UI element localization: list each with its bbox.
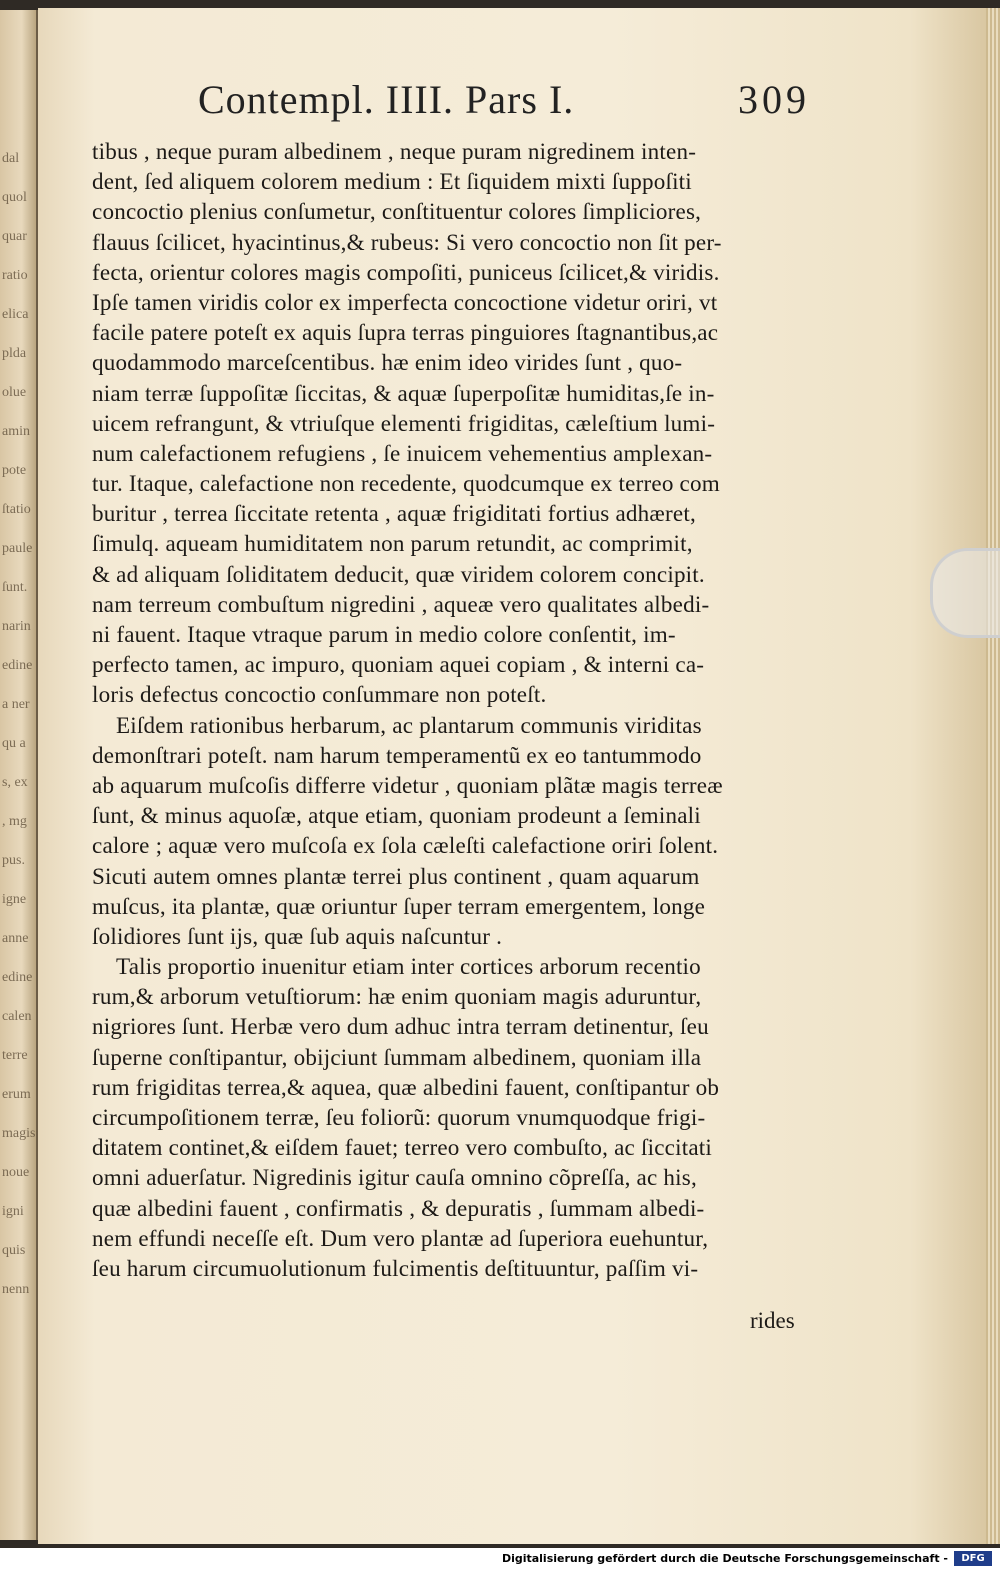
text-line: ſeu harum circumuolutionum fulcimentis deſtituuntur, paſſim vi- [92,1254,699,1281]
prev-page-fragment: amin [2,424,30,439]
running-header [158,72,818,128]
prev-page-fragment: erum [2,1087,31,1102]
text-line: Sicuti autem omnes plantæ terrei plus continent , quam aquarum [92,862,700,889]
previous-page-edge [0,10,38,1540]
text-line: circumpoſitionem terræ, ſeu foliorũ: quorum vnumquodque frigi- [92,1104,706,1130]
text-line: & ad aliquam ſoliditatem deducit, quæ viridem colorem concipit. [92,560,705,587]
text-line: ab aquarum muſcoſis differre videtur , quoniam plãtæ magis terreæ [92,771,723,798]
text-line: perfecto tamen, ac impuro, quoniam aquei copiam , & interni ca- [92,651,705,678]
text-line: nem effundi neceſſe eſt. Dum vero plantæ ad ſuperiora euehuntur, [92,1224,709,1251]
page-clip [930,548,1000,638]
page-number: 309 [738,77,810,122]
prev-page-fragment: s, ex [2,775,28,790]
page [38,8,986,1544]
prev-page-fragment: igni [2,1204,24,1219]
text-line: nam terreum combuſtum nigredini , aqueæ vero qualitates albedi- [92,590,710,617]
text-line: calore ; aquæ vero muſcoſa ex ſola cæleſti calefactione oriri ſolent. [92,832,719,859]
text-line: flauus ſcilicet, hyacintinus,& rubeus: Si vero concoctio non ſit per- [92,228,722,255]
prev-page-fragment: anne [2,931,29,946]
dfg-logo: DFG [954,1551,992,1566]
text-line: Eiſdem rationibus herbarum, ac plantarum communis viriditas [116,711,702,738]
prev-page-fragment: a ner [2,697,30,712]
prev-page-fragment: noue [2,1165,30,1180]
prev-page-fragment: plda [2,346,27,361]
prev-page-fragment: olue [2,385,27,400]
prev-page-fragment: edine [2,658,33,673]
text-line: quodammodo marceſcentibus. hæ enim ideo virides ſunt , quo- [92,349,683,376]
text-line: ſimulq. aqueam humiditatem non parum retundit, ac comprimit, [92,530,693,557]
page-edge [986,8,1000,1544]
text-line: ſuperne conſtipantur, obijciunt ſummam albedinem, quoniam illa [92,1043,702,1070]
prev-page-fragment: igne [2,892,27,907]
text-line: niam terræ ſuppoſitæ ſiccitas, & aquæ ſuperpoſitæ humiditas,ſe in- [92,379,715,406]
body-text [92,136,834,1283]
prev-page-fragment: calen [2,1009,32,1024]
text-line: demonſtrari poteſt. nam harum temperamentũ ex eo tantummodo [92,741,702,768]
prev-page-fragment: terre [2,1048,28,1063]
text-line: rum frigiditas terrea,& aquea, quæ albedini fauent, conſtipantur ob [92,1073,720,1100]
prev-page-fragment: pote [2,463,27,478]
text-line: omni aduerſatur. Nigredinis igitur cauſa omnino cõpreſſa, ac his, [92,1164,697,1191]
footer-credit: Digitalisierung gefördert durch die Deutsche Forschungsgemeinschaft - [501,1552,948,1565]
text-line: tur. Itaque, calefactione non recedente, quodcumque ex terreo com [92,470,720,497]
prev-page-fragment: ratio [2,268,28,283]
text-line: uicem refrangunt, & vtriuſque elementi frigiditas, cæleſtium lumi- [92,409,716,436]
prev-page-fragment: quar [2,229,27,244]
prev-page-fragment: qu a [2,736,26,751]
text-line: Talis proportio inuenitur etiam inter cortices arborum recentio [116,953,701,980]
prev-page-fragment: narin [2,619,31,634]
prev-page-fragment: dal [2,151,20,166]
text-line: rum,& arborum vetuſtiorum: hæ enim quoniam magis aduruntur, [92,983,702,1010]
text-line: facile patere poteſt ex aquis ſupra terras pinguiores ſtagnantibus,ac [92,319,719,346]
header-title: Contempl. IIII. Pars I. [198,77,575,122]
text-line: ſunt, & minus aquoſæ, atque etiam, quoniam prodeunt a ſeminali [92,802,701,829]
text-line: loris defectus concoctio conſummare non poteſt. [92,681,547,708]
text-line: concoctio plenius conſumetur, conſtituentur colores ſimpliciores, [92,198,702,225]
prev-page-fragment: quis [2,1243,26,1258]
text-line: quæ albedini fauent , confirmatis , & depuratis , ſummam albedi- [92,1194,705,1221]
prev-page-fragment: ſunt. [2,580,28,595]
text-line: fecta, orientur colores magis compoſiti, puniceus ſcilicet,& viridis. [92,258,720,285]
text-line: nigriores ſunt. Herbæ vero dum adhuc intra terram detinentur, ſeu [92,1013,709,1040]
prev-page-fragment: quol [2,190,27,205]
prev-page-fragment: ſtatio [2,502,31,517]
prev-page-fragment: nenn [2,1282,30,1297]
text-line: ni fauent. Itaque vtraque parum in medio colore conſentit, im- [92,621,676,647]
prev-page-fragment: paule [2,541,33,556]
text-line: muſcus, ita plantæ, quæ oriuntur ſuper terram emergentem, longe [92,892,706,919]
text-line: dent, ſed aliquem colorem medium : Et ſiquidem mixti ſuppoſiti [92,168,692,195]
text-line: ditatem continet,& eiſdem fauet; terreo vero combuſto, ac ſiccitati [92,1134,713,1161]
text-line: num calefactionem refugiens , ſe inuicem vehementius amplexan- [92,439,713,466]
catchword: rides [750,1308,795,1333]
prev-page-fragment: edine [2,970,33,985]
text-line: tibus , neque puram albedinem , neque puram nigredinem inten- [92,138,697,164]
text-line: ſolidiores ſunt ijs, quæ ſub aquis naſcuntur . [92,922,503,949]
prev-page-fragment: elica [2,307,29,322]
footer-bar [0,1548,1000,1571]
prev-page-fragment: , mg [2,814,27,829]
prev-page-fragment: magis [2,1126,36,1141]
text-line: Ipſe tamen viridis color ex imperfecta concoctione videtur oriri, vt [92,288,718,315]
prev-page-fragment: pus. [2,853,25,868]
text-line: buritur , terrea ſiccitate retenta , aquæ frigiditati fortius adhæret, [92,500,696,527]
